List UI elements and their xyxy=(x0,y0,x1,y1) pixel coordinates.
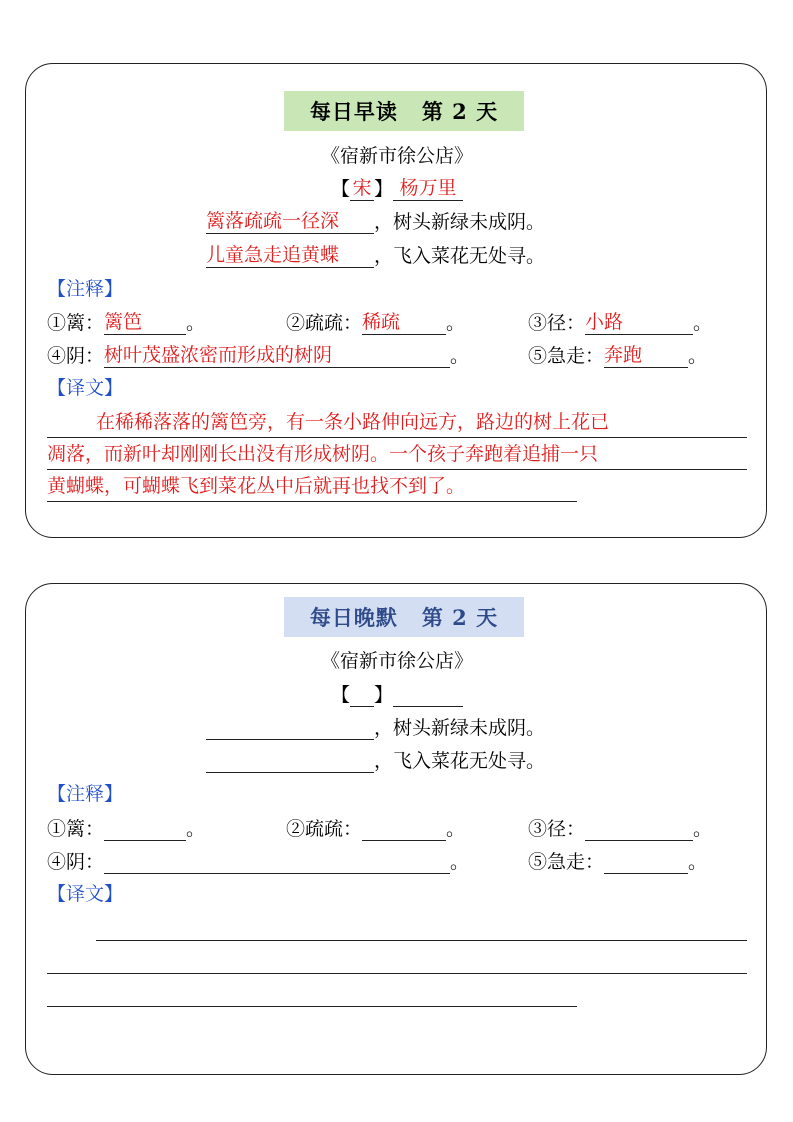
note-4-end: 。 xyxy=(450,851,470,873)
translation-line-2: 凋落，而新叶却刚刚长出没有形成树阴。一个孩子奔跑着追捕一只 xyxy=(47,438,747,470)
evening-day-label: 第 2 天 xyxy=(421,605,499,630)
note-4-answer: 树叶茂盛浓密而形成的树阴 xyxy=(104,343,450,368)
note-1-end: 。 xyxy=(186,312,206,334)
morning-title-label: 每日早读 xyxy=(309,99,398,124)
poem-title: 《宿新市徐公店》 xyxy=(320,145,473,167)
note-3 xyxy=(528,310,712,335)
poem-line-2-blank[interactable] xyxy=(206,748,374,773)
note-2-end: 。 xyxy=(446,312,466,334)
evening-note-3 xyxy=(528,816,712,841)
note-4-end: 。 xyxy=(450,345,470,367)
note-2-answer: 稀疏 xyxy=(362,310,446,335)
morning-read-card xyxy=(25,63,767,538)
translation-block xyxy=(47,406,747,502)
note-2-end: 。 xyxy=(446,818,466,840)
translation-line-3: 黄蝴蝶，可蝴蝶飞到菜花丛中后就再也找不到了。 xyxy=(47,470,577,502)
poem-line-1-text: ，树头新绿未成阴。 xyxy=(374,211,546,233)
morning-day-label: 第 2 天 xyxy=(421,99,499,124)
note-2-blank[interactable] xyxy=(362,816,446,841)
note-4-label: ④阴： xyxy=(47,851,105,873)
poem-line-2 xyxy=(206,243,545,268)
evening-title-label: 每日晚默 xyxy=(309,605,398,630)
poem-line-1-answer: 篱落疏疏一径深 xyxy=(206,209,374,234)
note-5-end: 。 xyxy=(688,851,708,873)
translation-blank-line-3[interactable] xyxy=(47,1006,577,1007)
dynasty-answer: 宋 xyxy=(350,176,374,201)
note-4-blank[interactable] xyxy=(104,849,450,874)
evening-note-1 xyxy=(47,816,205,841)
translation-blank-line-2[interactable] xyxy=(47,973,747,974)
note-1-answer: 篱笆 xyxy=(104,310,186,335)
evening-dictation-card xyxy=(25,583,767,1075)
note-2-label: ②疏疏： xyxy=(286,818,363,840)
poem-line-2-answer: 儿童急走追黄蝶 xyxy=(206,243,374,268)
author-answer: 杨万里 xyxy=(393,176,463,201)
note-2 xyxy=(286,310,465,335)
evening-note-4 xyxy=(47,849,469,874)
evening-poem-line-1 xyxy=(206,715,545,740)
poem-line-2-text: ，飞入菜花无处寻。 xyxy=(374,245,546,267)
evening-author-line xyxy=(26,682,768,707)
author-blank[interactable] xyxy=(393,682,463,707)
bracket-close: 】 xyxy=(374,684,394,706)
poem-line-1-blank[interactable] xyxy=(206,715,374,740)
note-5-end: 。 xyxy=(688,345,708,367)
note-5-label: ⑤急走： xyxy=(528,851,605,873)
note-3-blank[interactable] xyxy=(585,816,693,841)
note-3-end: 。 xyxy=(693,818,713,840)
evening-poem-line-1-text: ，树头新绿未成阴。 xyxy=(374,717,546,739)
note-3-end: 。 xyxy=(693,312,713,334)
note-5 xyxy=(528,343,707,368)
morning-title xyxy=(284,91,524,131)
evening-note-5 xyxy=(528,849,707,874)
translation-heading: 【译文】 xyxy=(47,377,124,399)
evening-translation-heading: 【译文】 xyxy=(47,883,124,905)
evening-note-2 xyxy=(286,816,465,841)
translation-line-1: 在稀稀落落的篱笆旁，有一条小路伸向远方，路边的树上花已 xyxy=(47,406,747,438)
note-2-label: ②疏疏： xyxy=(286,312,363,334)
notes-heading: 【注释】 xyxy=(47,278,124,300)
note-1-blank[interactable] xyxy=(104,816,186,841)
note-1 xyxy=(47,310,205,335)
note-1-label: ①篱： xyxy=(47,818,105,840)
dynasty-blank[interactable] xyxy=(350,682,374,707)
note-3-answer: 小路 xyxy=(585,310,693,335)
evening-poem-line-2-text: ，飞入菜花无处寻。 xyxy=(374,750,546,772)
evening-title xyxy=(284,597,524,637)
poem-line-1 xyxy=(206,209,545,234)
note-3-label: ③径： xyxy=(528,312,586,334)
note-5-answer: 奔跑 xyxy=(604,343,688,368)
note-4-label: ④阴： xyxy=(47,345,105,367)
bracket-close: 】 xyxy=(374,178,394,200)
translation-blank-line-1[interactable] xyxy=(96,940,747,941)
note-5-blank[interactable] xyxy=(604,849,688,874)
bracket-open: 【 xyxy=(330,684,350,706)
note-1-end: 。 xyxy=(186,818,206,840)
note-3-label: ③径： xyxy=(528,818,586,840)
note-1-label: ①篱： xyxy=(47,312,105,334)
note-5-label: ⑤急走： xyxy=(528,345,605,367)
bracket-open: 【 xyxy=(330,178,350,200)
author-line xyxy=(26,176,768,201)
evening-poem-title: 《宿新市徐公店》 xyxy=(320,650,473,672)
evening-notes-heading: 【注释】 xyxy=(47,783,124,805)
note-4 xyxy=(47,343,469,368)
evening-poem-line-2 xyxy=(206,748,545,773)
